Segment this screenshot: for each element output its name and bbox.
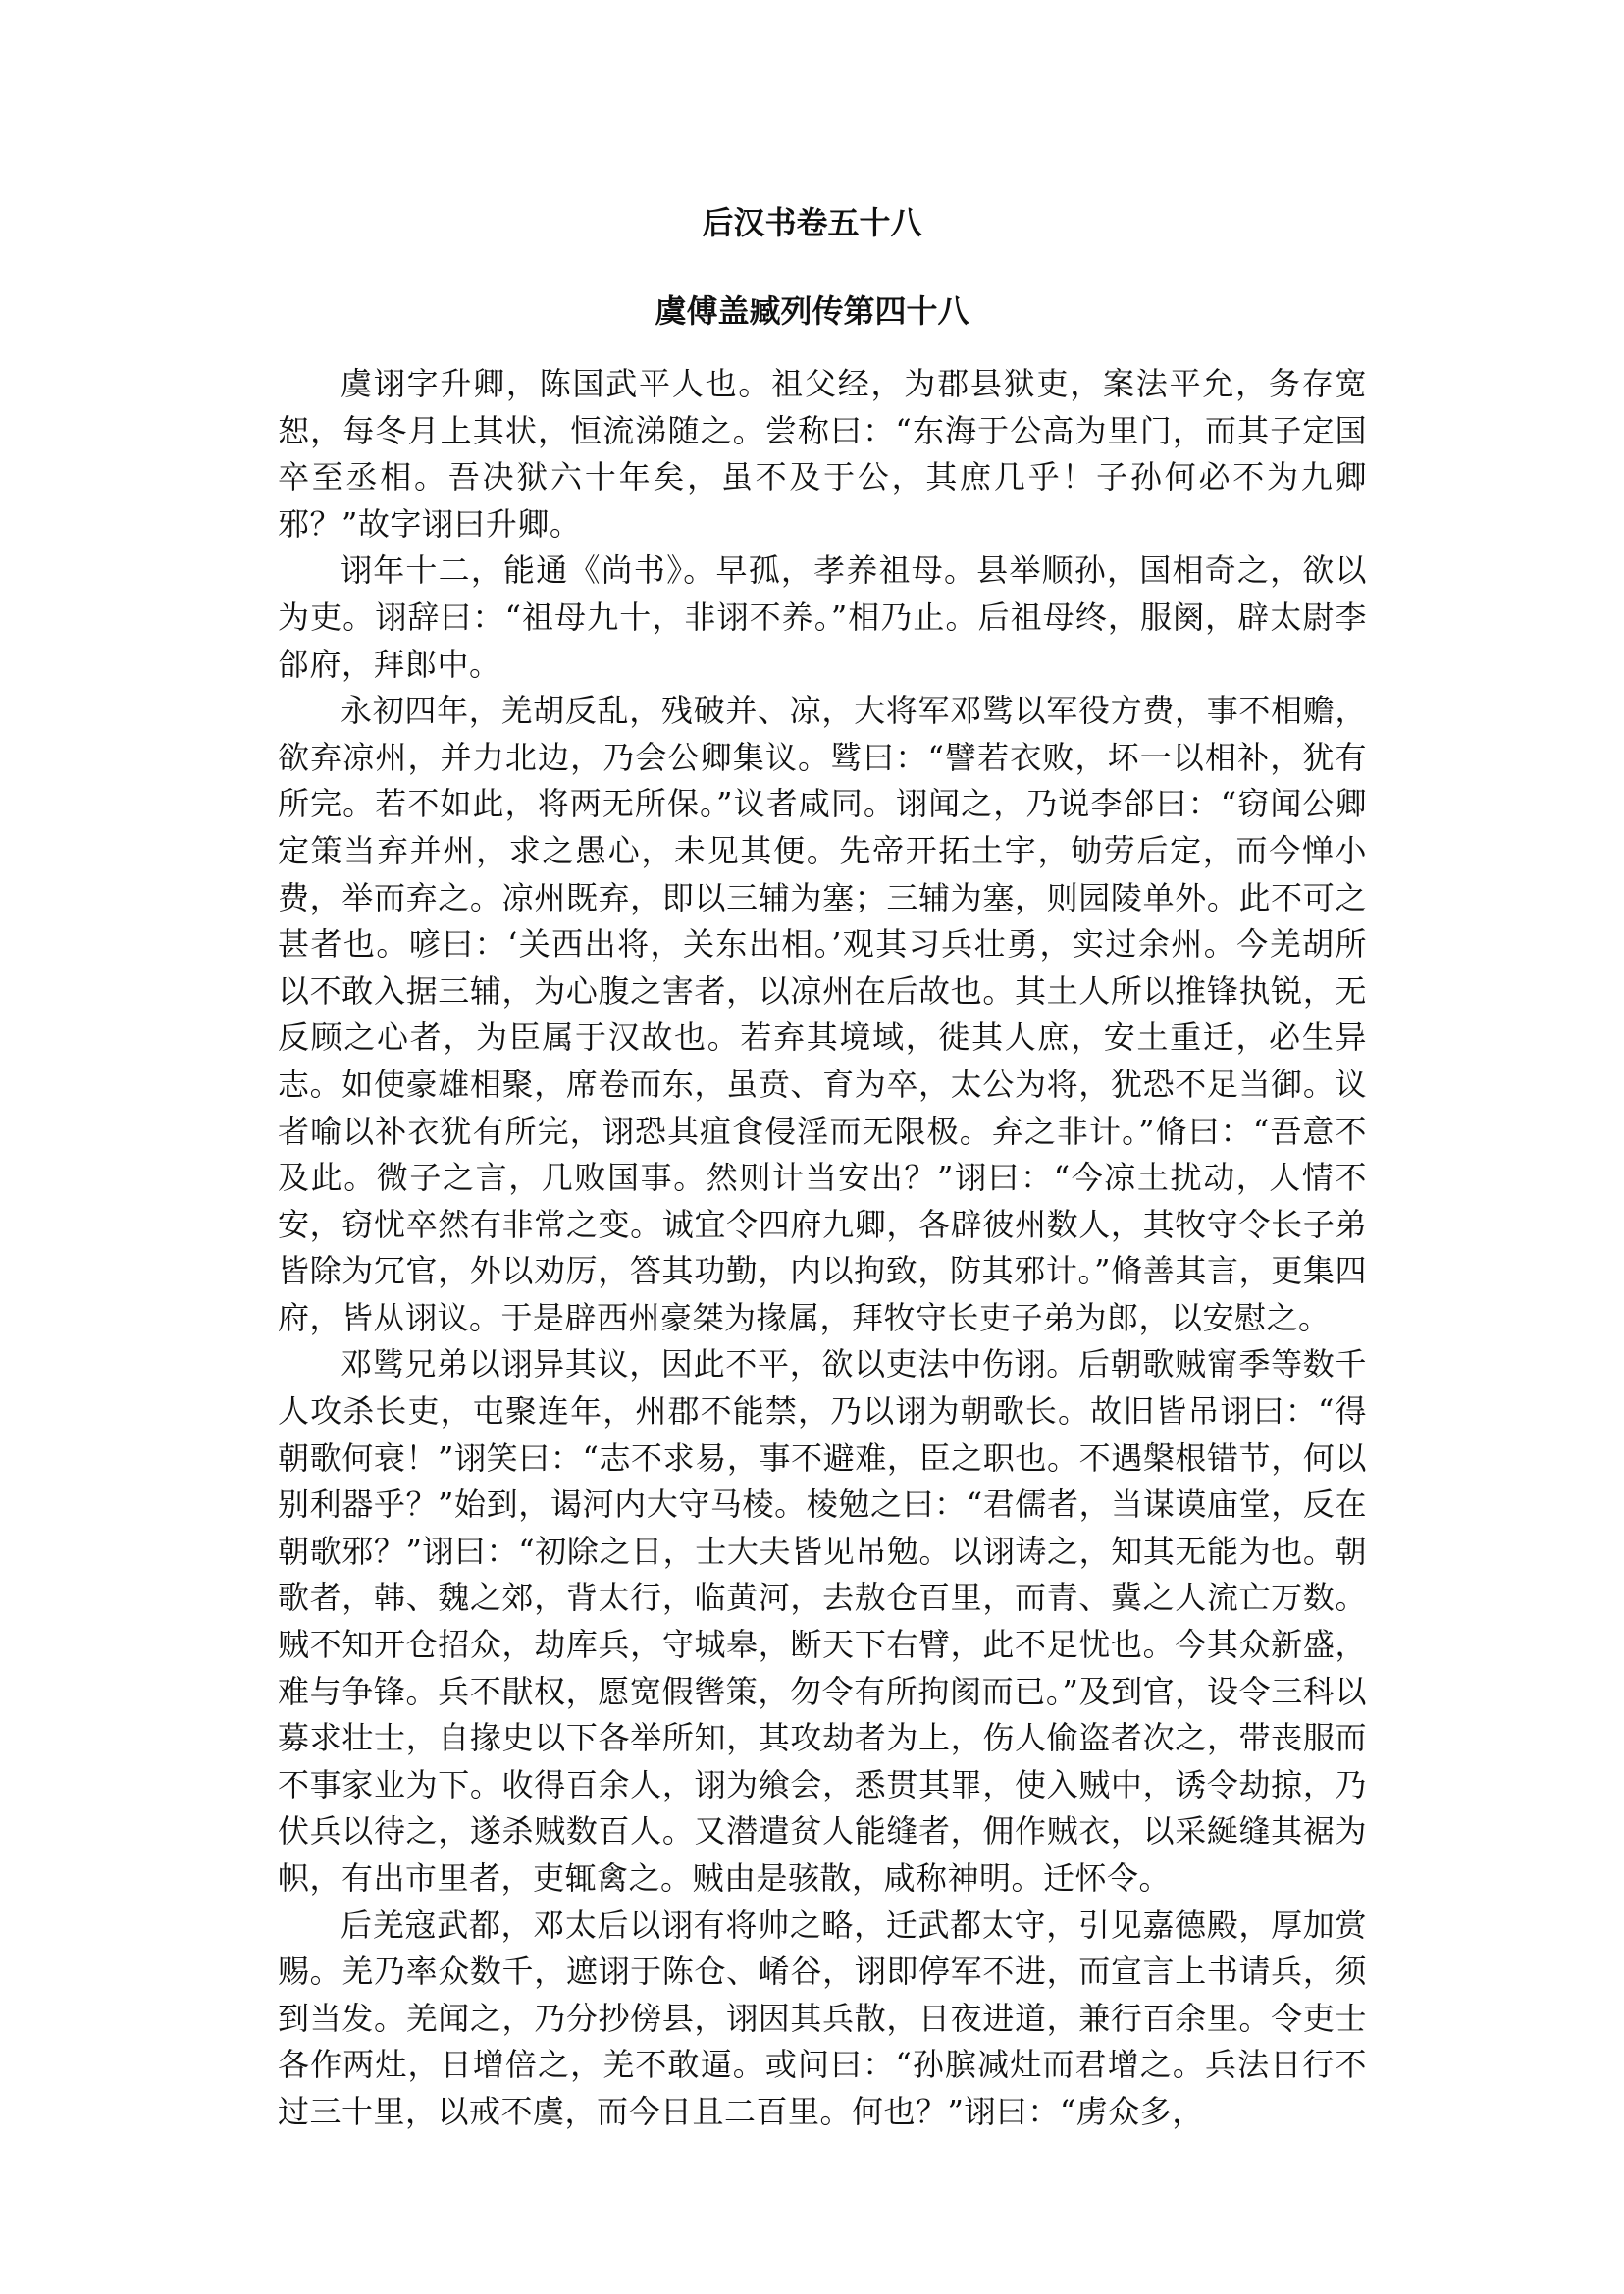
chapter-title: 虞傅盖臧列传第四十八 — [655, 292, 969, 330]
paragraph: 虞诩字升卿，陈国武平人也。祖父经，为郡县狱吏，案法平允，务存宽恕，每冬月上其状，恒流涕随之。尝称曰：“东海于公高为里门，而其子定国卒至丞相。吾决狱六十年矣，虽不及于公，其庶几乎！子孙何必不为九卿邪？”故字诩曰升卿。 — [278, 365, 1367, 543]
body-text — [278, 361, 1367, 2136]
paragraph: 后羌寇武都，邓太后以诩有将帅之略，迁武都太守，引见嘉德殿，厚加赏赐。羌乃率众数千，遮诩于陈仓、崤谷，诩即停军不进，而宣言上书请兵，须到当发。羌闻之，乃分抄傍县，诩因其兵散，日夜进道，兼行百余里。令吏士各作两灶，日增倍之，羌不敢逼。或问曰：“孙膑减灶而君增之。兵法日行不过三十里，以戒不虞，而今日且二百里。何也？”诩曰：“虏众多， — [278, 1905, 1367, 2130]
paragraph: 邓骘兄弟以诩异其议，因此不平，欲以吏法中伤诩。后朝歌贼甯季等数千人攻杀长吏，屯聚连年，州郡不能禁，乃以诩为朝歌长。故旧皆吊诩曰：“得朝歌何衰！”诩笑曰：“志不求易，事不避难，臣之职也。不遇槃根错节，何以别利器乎？”始到，谒河内大守马棱。棱勉之曰：“君儒者，当谋谟庙堂，反在朝歌邪？”诩曰：“初除之日，士大夫皆见吊勉。以诩诪之，知其无能为也。朝歌者，韩、魏之郊，背太行，临黄河，去敖仓百里，而青、冀之人流亡万数。贼不知开仓招众，劫库兵，守城皋，断天下右臂，此不足忧也。今其众新盛，难与争锋。兵不猒权，愿宽假辔策，勿令有所拘阂而已。”及到官，设令三科以募求壮士，自掾史以下各举所知，其攻劫者为上，伤人偷盗者次之，带丧服而不事家业为下。收得百余人，诩为飨会，悉贯其罪，使入贼中，诱令劫掠，乃伏兵以待之，遂杀贼数百人。又潜遣贫人能缝者，佣作贼衣，以采綖缝其裾为帜，有出市里者，吏辄禽之。贼由是骇散，咸称神明。迁怀令。 — [278, 1345, 1367, 1897]
paragraph: 永初四年，羌胡反乱，残破并、凉，大将军邓骘以军役方费，事不相赡，欲弃凉州，并力北边，乃会公卿集议。骘曰：“譬若衣败，坏一以相补，犹有所完。若不如此，将两无所保。”议者咸同。诩闻之，乃说李郃曰：“窃闻公卿定策当弃并州，求之愚心，未见其便。先帝开拓土宇，劬劳后定，而今惮小费，举而弃之。凉州既弃，即以三辅为塞；三辅为塞，则园陵单外。此不可之甚者也。喭曰：‘关西出将，关东出相。’观其习兵壮勇，实过余州。今羌胡所以不敢入据三辅，为心腹之害者，以凉州在后故也。其土人所以推锋执锐，无反顾之心者，为臣属于汉故也。若弃其境域，徙其人庶，安土重迁，必生异志。如使豪雄相聚，席卷而东，虽贲、育为卒，太公为将，犹恐不足当御。议者喻以补衣犹有所完，诩恐其疽食侵淫而无限极。弃之非计。”脩曰：“吾意不及此。微子之言，几败国事。然则计当安出？”诩曰：“今凉土扰动，人情不安，窃忧卒然有非常之变。诚宜令四府九卿，各辟彼州数人，其牧守令长子弟皆除为冗官，外以劝厉，答其功勤，内以拘致，防其邪计。”脩善其言，更集四府，皆从诩议。于是辟西州豪桀为掾属，拜牧守长吏子弟为郎，以安慰之。 — [278, 692, 1367, 1336]
book-title: 后汉书卷五十八 — [702, 204, 922, 241]
paragraph: 诩年十二，能通《尚书》。早孤，孝养祖母。县举顺孙，国相奇之，欲以为吏。诩辞曰：“祖母九十，非诩不养。”相乃止。后祖母终，服阕，辟太尉李郃府，拜郎中。 — [278, 551, 1367, 683]
